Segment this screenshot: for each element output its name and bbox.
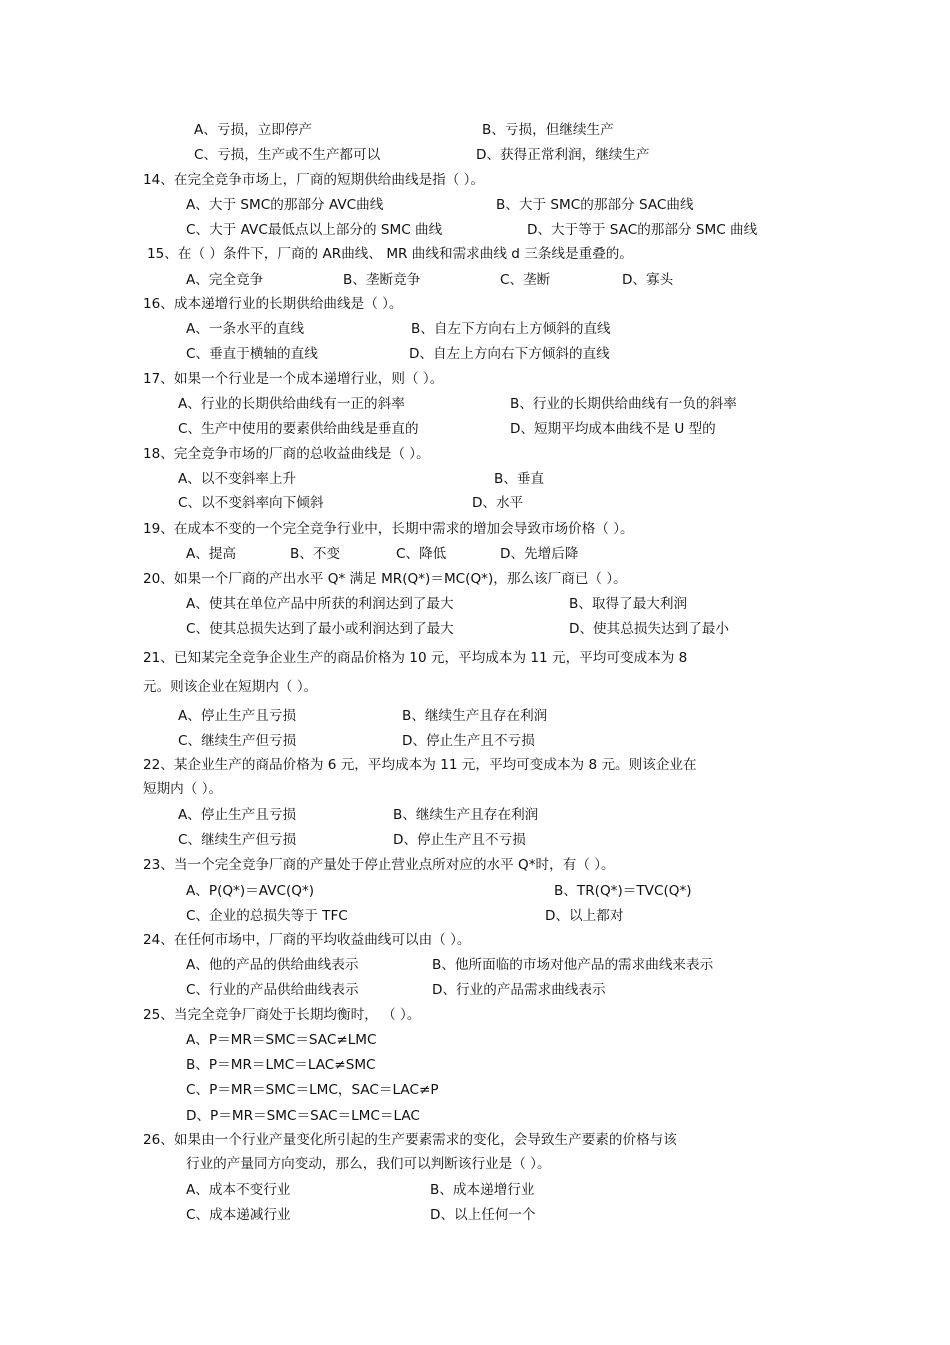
question-21-line2: 元。则该企业在短期内（ ）。	[143, 679, 318, 695]
option-d-q23: D、以上都对	[545, 908, 624, 924]
option-c-q21: C、继续生产但亏损	[178, 733, 297, 749]
question-24: 24、在任何市场中，厂商的平均收益曲线可以由（ ）。	[143, 932, 471, 948]
option-b-q18: B、垂直	[494, 471, 545, 487]
option-a-q20: A、使其在单位产品中所获的利润达到了最大	[186, 596, 454, 612]
option-a-q14: A、大于 SMC的那部分 AVC曲线	[186, 197, 384, 213]
option-b-q24: B、他所面临的市场对他产品的需求曲线来表示	[432, 957, 714, 973]
option-a-q13: A、亏损，立即停产	[194, 122, 313, 138]
option-d-q17: D、短期平均成本曲线不是 U 型的	[510, 421, 716, 437]
option-b-q13: B、亏损，但继续生产	[482, 122, 614, 138]
question-21-line1: 21、已知某完全竞争企业生产的商品价格为 10 元，平均成本为 11 元，平均可变成本为 8	[143, 650, 688, 666]
option-c-q23: C、企业的总损失等于 TFC	[186, 908, 348, 924]
option-c-q14: C、大于 AVC最低点以上部分的 SMC 曲线	[186, 222, 443, 238]
option-c-q22: C、继续生产但亏损	[178, 832, 297, 848]
option-d-q25: D、P＝MR＝SMC＝SAC＝LMC＝LAC	[186, 1108, 420, 1124]
option-d-q21: D、停止生产且不亏损	[402, 733, 535, 749]
option-b-q17: B、行业的长期供给曲线有一负的斜率	[510, 396, 737, 412]
option-d-q16: D、自左上方向右下方倾斜的直线	[409, 346, 610, 362]
option-d-q24: D、行业的产品需求曲线表示	[432, 982, 606, 998]
option-d-q19: D、先增后降	[500, 546, 579, 562]
option-c-q25: C、P＝MR＝SMC＝LMC，SAC＝LAC≠P	[186, 1082, 439, 1098]
option-d-q26: D、以上任何一个	[430, 1207, 536, 1223]
option-a-q22: A、停止生产且亏损	[178, 807, 297, 823]
option-d-q20: D、使其总损失达到了最小	[569, 621, 729, 637]
option-a-q26: A、成本不变行业	[186, 1182, 291, 1198]
question-15: 15、在（ ）条件下，厂商的 AR曲线、 MR 曲线和需求曲线 d 三条线是重叠的。	[147, 246, 633, 262]
option-c-q15: C、垄断	[500, 272, 551, 288]
question-17: 17、如果一个行业是一个成本递增行业，则（ ）。	[143, 371, 444, 387]
option-d-q15: D、寡头	[622, 272, 674, 288]
question-25: 25、当完全竞争厂商处于长期均衡时， （ ）。	[143, 1007, 421, 1023]
option-b-q16: B、自左下方向右上方倾斜的直线	[411, 321, 611, 337]
option-a-q25: A、P＝MR＝SMC＝SAC≠LMC	[186, 1032, 377, 1048]
question-18: 18、完全竞争市场的厂商的总收益曲线是（ ）。	[143, 446, 430, 462]
option-d-q14: D、大于等于 SAC的那部分 SMC 曲线	[527, 222, 758, 238]
question-14: 14、在完全竞争市场上，厂商的短期供给曲线是指（ ）。	[143, 172, 485, 188]
option-b-q23: B、TR(Q*)＝TVC(Q*)	[554, 883, 692, 899]
option-c-q26: C、成本递减行业	[186, 1207, 291, 1223]
option-b-q20: B、取得了最大利润	[569, 596, 688, 612]
question-26-line1: 26、如果由一个行业产量变化所引起的生产要素需求的变化，会导致生产要素的价格与该	[143, 1132, 677, 1148]
option-b-q26: B、成本递增行业	[430, 1182, 535, 1198]
question-22-line2: 短期内（ ）。	[143, 781, 223, 797]
question-22-line1: 22、某企业生产的商品价格为 6 元，平均成本为 11 元，平均可变成本为 8 元。则该企业在	[143, 757, 697, 773]
option-d-q13: D、获得正常利润，继续生产	[476, 147, 650, 163]
option-d-q18: D、水平	[472, 495, 524, 511]
option-b-q14: B、大于 SMC的那部分 SAC曲线	[496, 197, 694, 213]
option-c-q17: C、生产中使用的要素供给曲线是垂直的	[178, 421, 419, 437]
option-a-q16: A、一条水平的直线	[186, 321, 305, 337]
option-c-q16: C、垂直于横轴的直线	[186, 346, 318, 362]
option-a-q21: A、停止生产且亏损	[178, 708, 297, 724]
option-a-q18: A、以不变斜率上升	[178, 471, 297, 487]
question-19: 19、在成本不变的一个完全竞争行业中，长期中需求的增加会导致市场价格（ ）。	[143, 521, 634, 537]
option-c-q20: C、使其总损失达到了最小或利润达到了最大	[186, 621, 454, 637]
question-20: 20、如果一个厂商的产出水平 Q* 满足 MR(Q*)＝MC(Q*)，那么该厂商已（ ）。	[143, 571, 627, 587]
option-a-q17: A、行业的长期供给曲线有一正的斜率	[178, 396, 405, 412]
option-a-q24: A、他的产品的供给曲线表示	[186, 957, 359, 973]
option-b-q15: B、垄断竞争	[343, 272, 421, 288]
question-26-line2: 行业的产量同方向变动，那么，我们可以判断该行业是（ ）。	[186, 1156, 551, 1172]
option-b-q21: B、继续生产且存在利润	[402, 708, 548, 724]
question-16: 16、成本递增行业的长期供给曲线是（ ）。	[143, 296, 403, 312]
option-b-q19: B、不变	[290, 546, 341, 562]
option-c-q13: C、亏损，生产或不生产都可以	[194, 147, 381, 163]
option-c-q19: C、降低	[396, 546, 447, 562]
option-b-q25: B、P＝MR＝LMC＝LAC≠SMC	[186, 1057, 376, 1073]
option-a-q23: A、P(Q*)＝AVC(Q*)	[186, 883, 315, 899]
option-c-q18: C、以不变斜率向下倾斜	[178, 495, 324, 511]
option-a-q15: A、完全竞争	[186, 272, 264, 288]
option-a-q19: A、提高	[186, 546, 237, 562]
option-d-q22: D、停止生产且不亏损	[393, 832, 526, 848]
question-23: 23、当一个完全竞争厂商的产量处于停止营业点所对应的水平 Q*时，有（ ）。	[143, 857, 615, 873]
option-c-q24: C、行业的产品供给曲线表示	[186, 982, 359, 998]
option-b-q22: B、继续生产且存在利润	[393, 807, 539, 823]
